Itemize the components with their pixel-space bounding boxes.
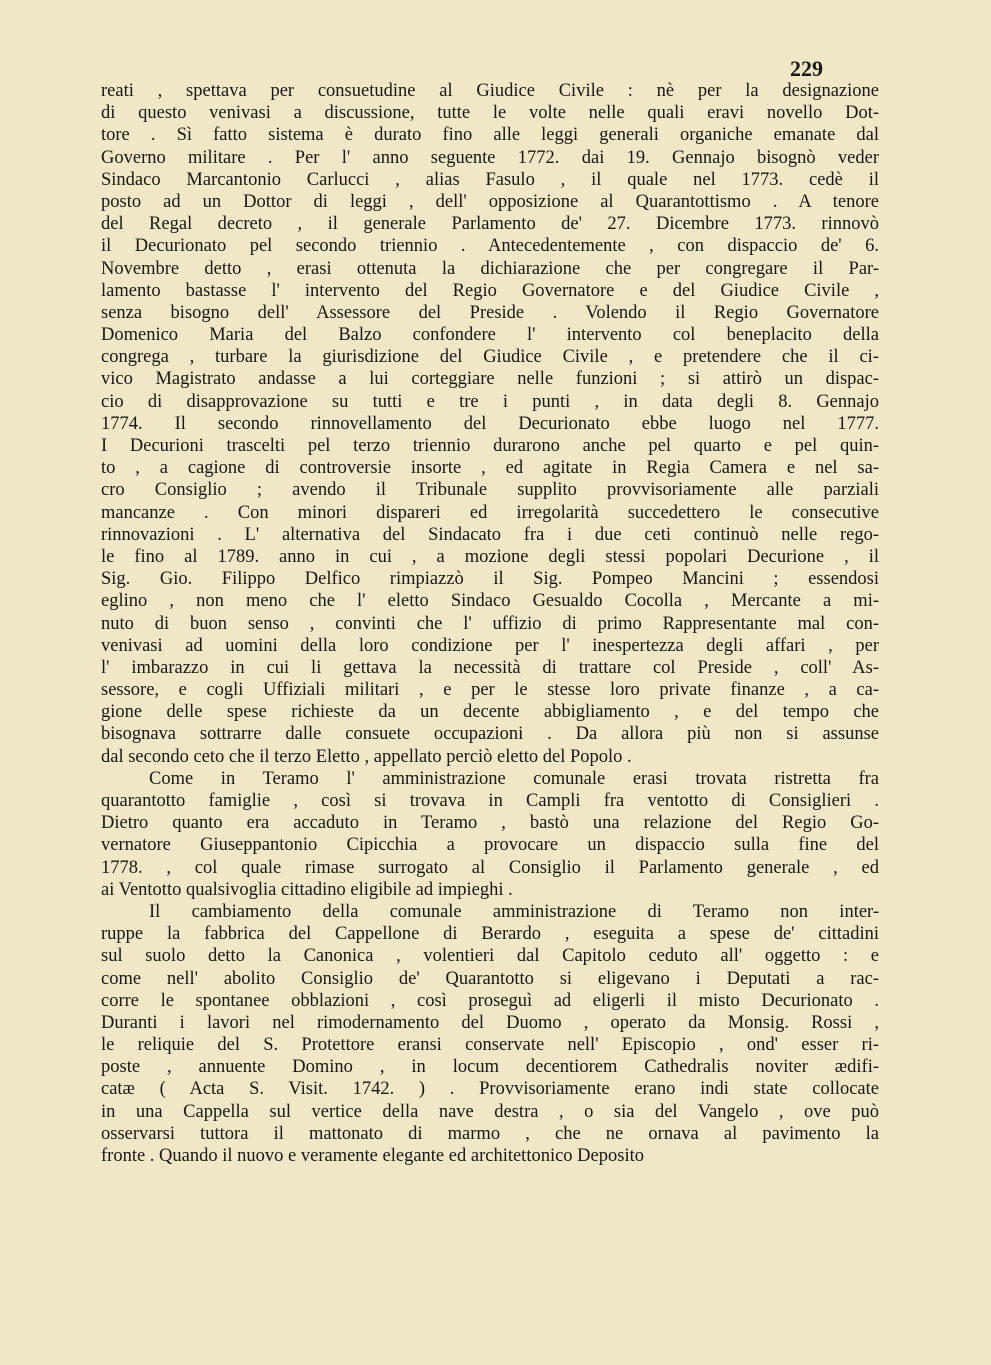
text-line: venivasi ad uomini della loro condizione per l' inespertezza degli affari , per (101, 635, 879, 656)
text-line: il Decurionato pel secondo triennio . Antecedentemente , con dispaccio de' 6. (101, 236, 879, 257)
text-line: Come in Teramo l' amministrazione comunale erasi trovata ristretta fra (149, 768, 879, 789)
text-line: cio di disapprovazione su tutti e tre i punti , in data degli 8. Gennajo (101, 391, 879, 412)
text-line: in una Cappella sul vertice della nave destra , o sia del Vangelo , ove può (101, 1101, 879, 1122)
text-line: di questo venivasi a discussione, tutte le volte nelle quali eravi novello Dot- (101, 103, 879, 124)
text-line: vernatore Giuseppantonio Cipicchia a provocare un dispaccio sulla fine del (101, 835, 879, 856)
text-line: cro Consiglio ; avendo il Tribunale supplito provvisoriamente alle parziali (101, 480, 879, 501)
text-line: le fino al 1789. anno in cui , a mozione degli stessi popolari Decurione , il (101, 546, 879, 567)
text-line: tore . Sì fatto sistema è durato fino alle leggi generali organiche emanate dal (101, 125, 879, 146)
text-line: Novembre detto , erasi ottenuta la dichiarazione che per congregare il Par- (101, 258, 879, 279)
text-line: Sig. Gio. Filippo Delfico rimpiazzò il Sig. Pompeo Mancini ; essendosi (101, 569, 879, 590)
text-line: mancanze . Con minori dispareri ed irregolarità succedettero le consecutive (101, 502, 879, 523)
text-line: senza bisogno dell' Assessore del Preside . Volendo il Regio Governatore (101, 302, 879, 323)
text-line: eglino , non meno che l' eletto Sindaco Gesualdo Cocolla , Mercante a mi- (101, 591, 879, 612)
text-line: quarantotto famiglie , così si trovava in Campli fra ventotto di Consiglieri . (101, 791, 879, 811)
text-line: nuto di buon senso , convinti che l' uffizio di primo Rappresentante mal con- (101, 613, 879, 634)
text-line: catæ ( Acta S. Visit. 1742. ) . Provvisoriamente erano indi state collocate (101, 1079, 879, 1100)
text-line: corre le spontanee obblazioni , così proseguì ad eligerli il misto Decurionato . (101, 990, 879, 1011)
text-line: poste , annuente Domino , in locum decentiorem Cathedralis noviter ædifi- (101, 1057, 879, 1078)
text-line: rinnovazioni . L' alternativa del Sindacato fra i due ceti continuò nelle rego- (101, 524, 879, 545)
text-line: ruppe la fabbrica del Cappellone di Berardo , eseguita a spese de' cittadini (101, 924, 879, 945)
text-line: bisognava sottrarre dalle consuete occupazioni . Da allora più non si assunse (101, 724, 879, 745)
text-line: gione delle spese richieste da un decente abbigliamento , e del tempo che (101, 702, 879, 723)
text-line: 1778. , col quale rimase surrogato al Consiglio il Parlamento generale , ed (101, 857, 879, 878)
text-line: Domenico Maria del Balzo confondere l' intervento col beneplacito della (101, 325, 879, 346)
text-line: l' imbarazzo in cui li gettava la necessità di trattare col Preside , coll' As- (101, 657, 879, 678)
text-line: fronte . Quando il nuovo e veramente elegante ed architettonico Deposito (101, 1146, 644, 1166)
text-line: I Decurioni trascelti pel terzo triennio durarono anche pel quarto e pel quin- (101, 436, 879, 456)
text-line: come nell' abolito Consiglio de' Quarantotto si eligevano i Deputati a rac- (101, 968, 879, 989)
text-line: sul suolo detto la Canonica , volentieri dal Capitolo ceduto all' oggetto : e (101, 946, 879, 967)
text-line: le reliquie del S. Protettore eransi conservate nell' Episcopio , ond' esser ri- (101, 1035, 879, 1056)
text-line: Il cambiamento della comunale amministrazione di Teramo non inter- (149, 901, 879, 922)
text-line: osservarsi tuttora il mattonato di marmo , che ne ornava al pavimento la (101, 1123, 879, 1144)
text-line: posto ad un Dottor di leggi , dell' opposizione al Quarantottismo . A tenore (101, 191, 879, 212)
text-line: Dietro quanto era accaduto in Teramo , bastò una relazione del Regio Go- (101, 813, 879, 834)
text-line: lamento bastasse l' intervento del Regio Governatore e del Giudice Civile , (101, 280, 879, 301)
text-line: reati , spettava per consuetudine al Giudice Civile : nè per la designazione (101, 81, 879, 101)
text-line: dal secondo ceto che il terzo Eletto , appellato perciò eletto del Popolo . (101, 746, 632, 767)
text-line: Sindaco Marcantonio Carlucci , alias Fasulo , il quale nel 1773. cedè il (101, 169, 879, 190)
text-line: sessore, e cogli Uffiziali militari , e per le stesse loro private finanze , a ca- (101, 680, 879, 701)
page-number: 229 (790, 56, 823, 81)
text-line: vico Magistrato andasse a lui corteggiare nelle funzioni ; si attirò un dispac- (101, 369, 879, 390)
text-line: congrega , turbare la giurisdizione del Giudice Civile , e pretendere che il ci- (101, 347, 879, 368)
body-text (101, 80, 879, 1167)
text-line: Governo militare . Per l' anno seguente 1772. dai 19. Gennajo bisognò veder (101, 147, 879, 168)
text-line: 1774. Il secondo rinnovellamento del Decurionato ebbe luogo nel 1777. (101, 413, 879, 434)
text-line: del Regal decreto , il generale Parlamento de' 27. Dicembre 1773. rinnovò (101, 214, 879, 235)
text-line: ai Ventotto qualsivoglia cittadino eligibile ad impieghi . (101, 879, 513, 900)
text-line: Duranti i lavori nel rimodernamento del Duomo , operato da Monsig. Rossi , (101, 1012, 879, 1033)
text-line: to , a cagione di controversie insorte , ed agitate in Regia Camera e nel sa- (101, 458, 879, 479)
